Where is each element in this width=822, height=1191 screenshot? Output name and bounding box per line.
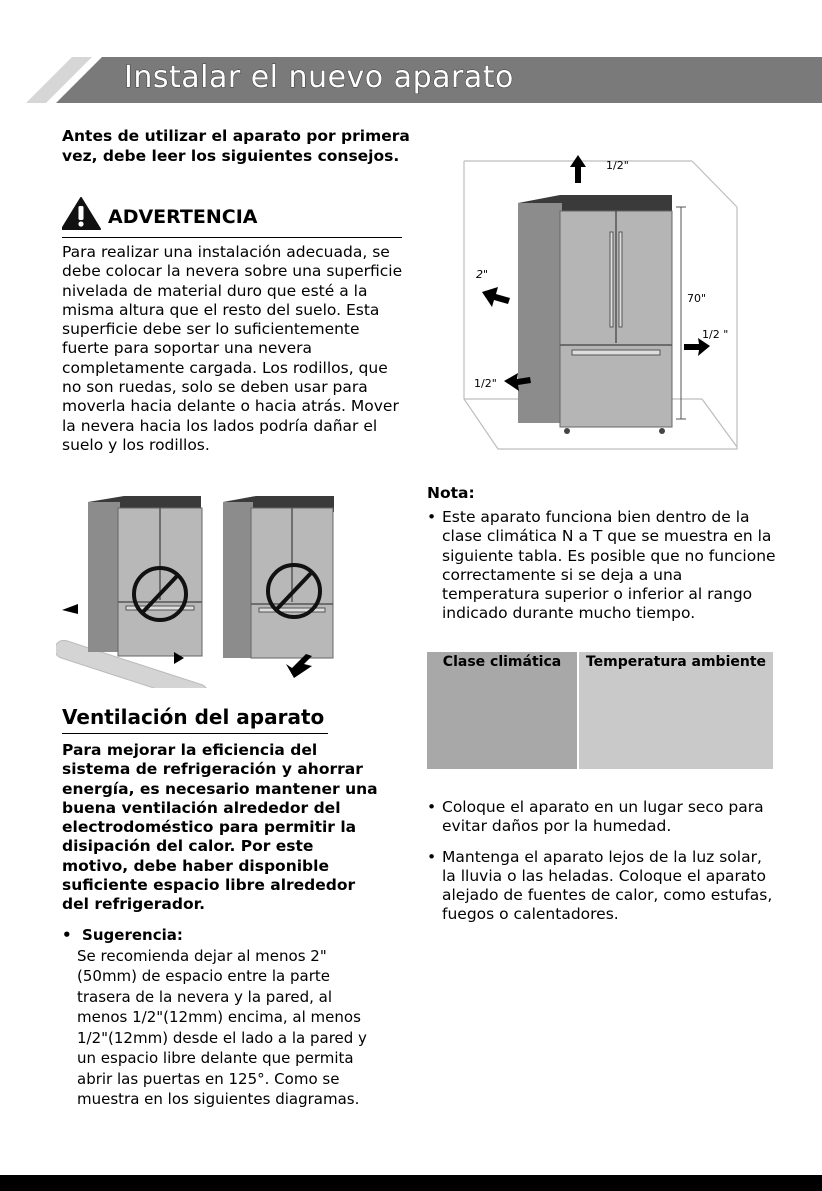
label-side-clearance: 1/2 " [702,328,729,341]
label-front-clearance: 1/2" [474,377,497,390]
suggestion-heading: • Sugerencia: [62,926,183,944]
label-top-clearance: 1/2" [606,159,629,172]
fridge-illustration [518,195,672,434]
tips-list [427,798,777,936]
suggestion-block [62,925,382,1110]
ventilation-body: Para mejorar la eficiencia del sistema de refrigeración y ahorrar energía, es necesario mantener una buena ventilación alrededor del electrodoméstico para permitir la disipación del calor. Por este motivo, debe haber disponible suficiente espacio libre alrededor del refrigerador. [62,741,378,914]
climate-table [427,652,773,769]
intro-text: Antes de utilizar el aparato por primera vez, debe leer los siguientes consejos. [62,127,410,165]
tip-item: • Mantenga el aparato lejos de la luz solar, la lluvia o las heladas. Coloque el aparato alejado de fuentes de calor, como estufas, fuegos o calentadores. [427,848,777,925]
suggestion-text: Se recomienda dejar al menos 2"(50mm) de espacio entre la parte trasera de la nevera y la pared, al menos 1/2"(12mm) encima, al menos 1/2"(12mm) desde el lado a la pared y un espacio libre delante que permita abrir las puertas en 125°. Como se muestra en los siguientes diagramas. [77,946,367,1108]
clearance-diagram [462,147,742,457]
fridge-left-illustration [62,496,202,664]
warning-icon [62,197,102,231]
climate-col-class [427,652,577,769]
section-header [0,57,822,103]
section-title: Instalar el nuevo aparato [124,60,514,95]
table-header-class: Clase climática [442,654,562,670]
moving-diagram [56,488,346,688]
tip-item: • Coloque el aparato en un lugar seco para evitar daños por la humedad. [427,798,777,837]
arrow-left-back-icon [482,287,510,307]
climate-col-temperature [577,652,773,769]
warning-label: ADVERTENCIA [108,206,258,228]
fridge-right-illustration [223,496,334,678]
note-list [427,508,777,635]
label-back-clearance: 2" [476,268,489,281]
warning-text: Para realizar una instalación adecuada, se debe colocar la nevera sobre una superficie nivelada de material duro que esté a la misma altura que el resto del suelo. Esta superficie debe ser lo suficientemente fuerte para soportar una nevera completamente cargada. Los rodillos, que no son ruedas, solo se deben usar para moverla hacia delante o hacia atrás. Mover la nevera hacia los lados podría dañar el suelo y los rodillos. [62,243,403,454]
table-header-temperature: Temperatura ambiente [585,654,767,670]
arrow-up-icon [570,155,586,183]
suggestion-label: Sugerencia: [82,926,183,944]
page-footer-bar [0,1175,822,1191]
warning-heading [62,197,402,238]
note-label: Nota: [427,484,475,502]
label-height: 70" [687,292,707,305]
ventilation-title: Ventilación del aparato [62,705,328,734]
note-bullet: • Este aparato funciona bien dentro de la clase climática N a T que se muestra en la siguiente tabla. Es posible que no funcione correctamente si se deja a una temperatura superior o inferior al rango indicado durante mucho tiempo. [427,508,777,624]
